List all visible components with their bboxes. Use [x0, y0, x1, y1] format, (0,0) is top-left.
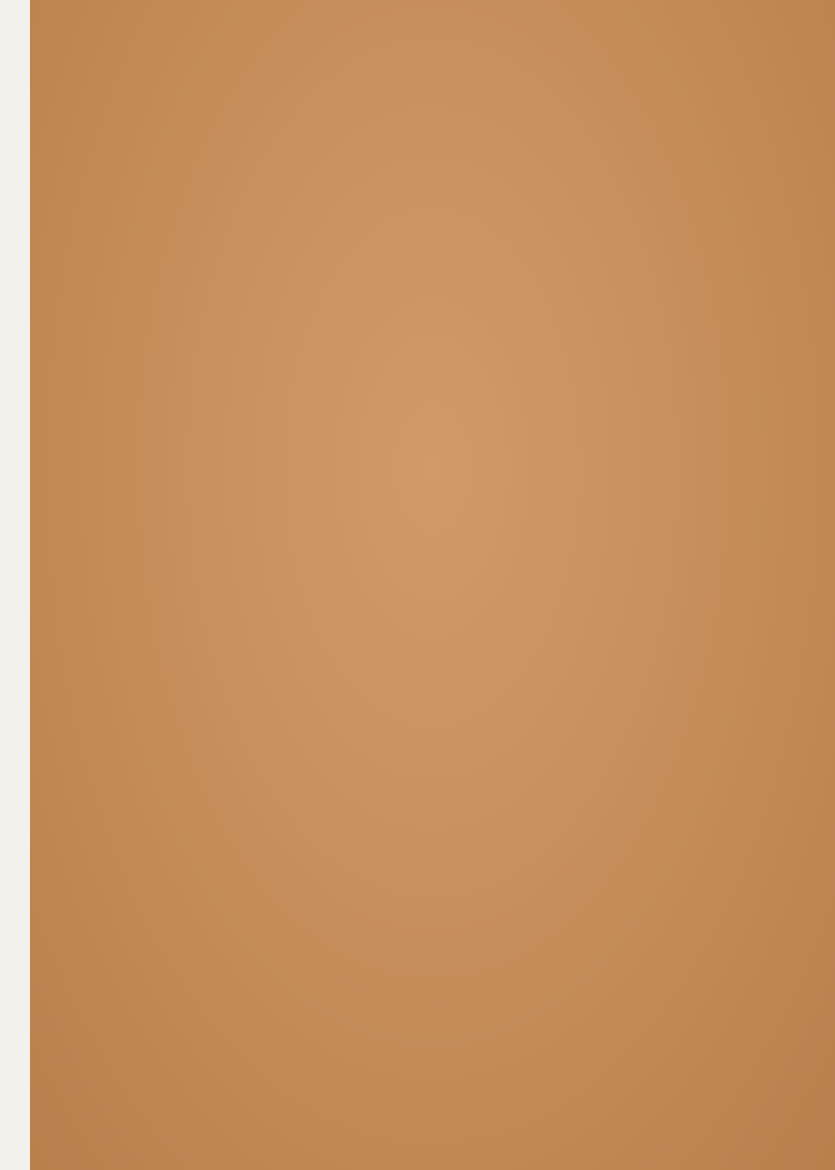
sighs-heading	[52, 135, 812, 151]
mail-bag-heading	[52, 40, 812, 56]
section-gap	[52, 515, 812, 523]
want-ad-heading	[52, 325, 812, 341]
section-gap	[52, 602, 812, 612]
page-margin	[0, 0, 30, 1170]
liaison-heading	[52, 420, 812, 436]
oshawa-heading	[52, 230, 812, 246]
newsletter-page	[52, 8, 812, 660]
